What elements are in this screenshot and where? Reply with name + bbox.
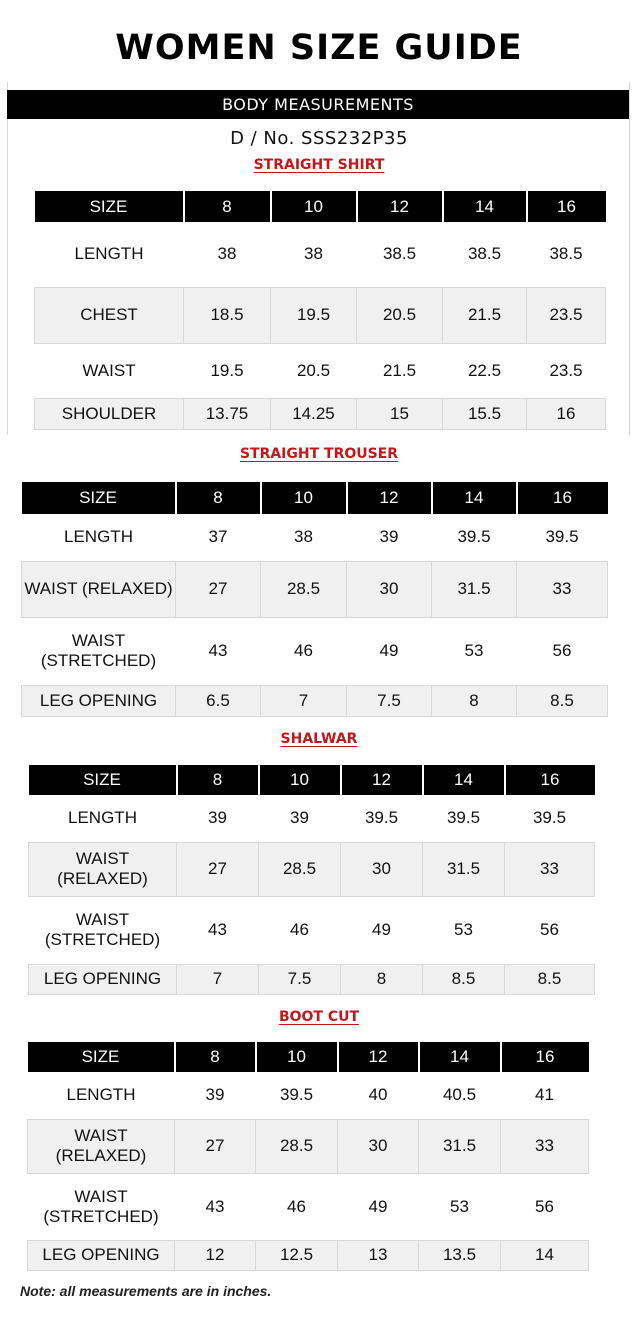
measurement-value: 30 xyxy=(338,1119,419,1173)
measurement-value: 39 xyxy=(205,1085,225,1105)
measurement-value: 8.5 xyxy=(423,964,505,994)
measurement-value: 28.5 xyxy=(261,561,347,617)
size-column-header: 10 xyxy=(259,765,341,795)
measurement-value: 27 xyxy=(176,561,261,617)
measurement-value: 39 xyxy=(208,808,227,828)
size-column-header: 16 xyxy=(527,191,606,222)
measurement-note: Note: all measurements are in inches. xyxy=(20,1283,272,1299)
section-title-straight-trouser: STRAIGHT TROUSER xyxy=(239,446,399,462)
size-header: SIZE xyxy=(22,482,176,514)
section-title-shalwar: SHALWAR xyxy=(280,731,358,747)
measurement-value: 43 xyxy=(205,1196,225,1216)
measurement-value: 49 xyxy=(379,641,399,660)
size-column-header: 12 xyxy=(347,482,432,514)
measurement-value: 39.5 xyxy=(446,808,481,828)
measurement-value: 19.5 xyxy=(210,360,244,380)
size-column-header: 16 xyxy=(505,765,595,795)
measurement-label: LEG OPENING xyxy=(22,685,176,716)
body-measurements-band: BODY MEASUREMENTS xyxy=(7,90,629,119)
measurement-value: 23.5 xyxy=(527,287,606,343)
measurement-value: 30 xyxy=(347,561,432,617)
measurement-row xyxy=(35,222,606,287)
measurement-label: WAIST (STRETCHED) xyxy=(44,910,161,949)
measurement-value: 39.5 xyxy=(532,808,567,828)
measurement-value: 16 xyxy=(527,398,606,429)
size-column-header: 16 xyxy=(517,482,608,514)
measurement-value: 38.5 xyxy=(549,244,583,264)
measurement-value: 33 xyxy=(517,561,608,617)
measurement-value: 31.5 xyxy=(432,561,517,617)
measurement-value: 13.75 xyxy=(184,398,271,429)
size-column-header: 8 xyxy=(176,482,261,514)
size-table-boot-cut xyxy=(27,1042,588,1271)
measurement-value: 43 xyxy=(208,641,228,660)
measurement-value: 40.5 xyxy=(442,1085,477,1105)
measurement-value: 46 xyxy=(290,920,309,939)
measurement-row xyxy=(29,795,595,842)
measurement-row xyxy=(35,398,606,429)
measurement-value: 39 xyxy=(290,808,309,828)
measurement-value: 28.5 xyxy=(256,1119,338,1173)
measurement-value: 28.5 xyxy=(259,842,341,896)
measurement-row xyxy=(22,561,608,617)
size-column-header: 8 xyxy=(177,765,259,795)
measurement-label: LENGTH xyxy=(74,244,144,264)
measurement-value: 22.5 xyxy=(467,360,502,380)
measurement-value: 56 xyxy=(552,641,572,660)
header-row xyxy=(29,765,595,795)
measurement-value: 13 xyxy=(338,1240,419,1270)
measurement-value: 38 xyxy=(217,244,237,264)
size-column-header: 14 xyxy=(419,1042,501,1072)
measurement-value: 38.5 xyxy=(382,244,417,264)
measurement-value: 13.5 xyxy=(419,1240,501,1270)
measurement-value: 49 xyxy=(368,1196,388,1216)
measurement-value: 12.5 xyxy=(256,1240,338,1270)
size-column-header: 14 xyxy=(443,191,527,222)
measurement-value: 41 xyxy=(535,1085,554,1105)
page-title: WOMEN SIZE GUIDE xyxy=(115,28,523,68)
measurement-label: WAIST (RELAXED) xyxy=(29,842,177,896)
size-column-header: 10 xyxy=(256,1042,338,1072)
measurement-value: 20.5 xyxy=(357,287,443,343)
measurement-value: 39.5 xyxy=(457,527,491,547)
measurement-row xyxy=(35,287,606,343)
size-column-header: 12 xyxy=(341,765,423,795)
measurement-value: 39 xyxy=(379,527,399,547)
measurement-value: 40 xyxy=(368,1085,388,1105)
measurement-value: 31.5 xyxy=(423,842,505,896)
size-column-header: 10 xyxy=(271,191,357,222)
measurement-value: 33 xyxy=(505,842,595,896)
measurement-value: 31.5 xyxy=(419,1119,501,1173)
measurement-value: 38.5 xyxy=(467,244,502,264)
size-table-straight-trouser xyxy=(21,482,607,717)
measurement-value: 21.5 xyxy=(443,287,527,343)
measurement-label: CHEST xyxy=(35,287,184,343)
measurement-value: 38 xyxy=(294,527,313,547)
measurement-value: 7 xyxy=(261,685,347,716)
measurement-row xyxy=(22,685,608,716)
measurement-row xyxy=(29,842,595,896)
size-column-header: 8 xyxy=(184,191,271,222)
measurement-value: 56 xyxy=(540,920,559,939)
measurement-value: 38 xyxy=(304,244,323,264)
measurement-value: 8 xyxy=(341,964,423,994)
measurement-value: 20.5 xyxy=(296,360,331,380)
measurement-label: WAIST xyxy=(82,360,136,380)
measurement-value: 53 xyxy=(464,641,484,660)
header-row xyxy=(28,1042,589,1072)
measurement-value: 7.5 xyxy=(259,964,341,994)
measurement-value: 39.5 xyxy=(545,527,579,547)
measurement-value: 19.5 xyxy=(271,287,357,343)
measurement-value: 21.5 xyxy=(382,360,417,380)
measurement-value: 14 xyxy=(501,1240,589,1270)
measurement-value: 56 xyxy=(535,1196,554,1216)
measurement-value: 39.5 xyxy=(279,1085,314,1105)
measurement-row xyxy=(22,617,608,685)
measurement-value: 15.5 xyxy=(443,398,527,429)
measurement-row xyxy=(28,1119,589,1173)
measurement-value: 46 xyxy=(294,641,313,660)
size-column-header: 10 xyxy=(261,482,347,514)
measurement-value: 8.5 xyxy=(517,685,608,716)
size-header: SIZE xyxy=(35,191,184,222)
size-column-header: 12 xyxy=(338,1042,419,1072)
measurement-label: WAIST (RELAXED) xyxy=(22,561,176,617)
measurement-value: 53 xyxy=(454,920,473,939)
measurement-value: 53 xyxy=(450,1196,469,1216)
measurement-value: 27 xyxy=(177,842,259,896)
header-row xyxy=(35,191,606,222)
measurement-label: LEG OPENING xyxy=(29,964,177,994)
measurement-value: 27 xyxy=(175,1119,256,1173)
measurement-label: LENGTH xyxy=(64,527,133,547)
measurement-row xyxy=(29,896,595,964)
measurement-value: 7 xyxy=(177,964,259,994)
measurement-value: 18.5 xyxy=(184,287,271,343)
measurement-value: 8 xyxy=(432,685,517,716)
measurement-row xyxy=(29,964,595,994)
measurement-value: 23.5 xyxy=(549,360,583,380)
size-header: SIZE xyxy=(28,1042,175,1072)
measurement-value: 49 xyxy=(372,920,391,939)
measurement-value: 7.5 xyxy=(347,685,432,716)
size-table-straight-shirt xyxy=(34,191,605,430)
size-column-header: 12 xyxy=(357,191,443,222)
measurement-value: 8.5 xyxy=(505,964,595,994)
measurement-value: 30 xyxy=(341,842,423,896)
size-header: SIZE xyxy=(29,765,177,795)
measurement-label: LENGTH xyxy=(66,1085,136,1105)
measurement-label: WAIST (RELAXED) xyxy=(28,1119,175,1173)
measurement-row xyxy=(22,514,608,561)
measurement-row xyxy=(28,1173,589,1240)
measurement-row xyxy=(28,1072,589,1119)
measurement-value: 33 xyxy=(501,1119,589,1173)
measurement-row xyxy=(35,343,606,398)
measurement-label: WAIST (STRETCHED) xyxy=(40,631,157,670)
measurement-value: 14.25 xyxy=(271,398,357,429)
measurement-label: LEG OPENING xyxy=(28,1240,175,1270)
measurement-row xyxy=(28,1240,589,1270)
size-column-header: 14 xyxy=(423,765,505,795)
measurement-value: 37 xyxy=(208,527,228,547)
measurement-value: 39.5 xyxy=(364,808,399,828)
size-column-header: 14 xyxy=(432,482,517,514)
measurement-value: 12 xyxy=(175,1240,256,1270)
section-title-straight-shirt: STRAIGHT SHIRT xyxy=(253,157,385,173)
measurement-value: 43 xyxy=(208,920,227,939)
section-title-boot-cut: BOOT CUT xyxy=(278,1009,360,1025)
size-column-header: 16 xyxy=(501,1042,589,1072)
measurement-value: 6.5 xyxy=(176,685,261,716)
measurement-label: LENGTH xyxy=(68,808,137,828)
measurement-value: 46 xyxy=(287,1196,306,1216)
design-number: D / No. SSS232P35 xyxy=(230,128,408,149)
size-column-header: 8 xyxy=(175,1042,256,1072)
measurement-label: WAIST (STRETCHED) xyxy=(43,1186,159,1226)
size-table-shalwar xyxy=(28,765,594,995)
measurement-value: 15 xyxy=(357,398,443,429)
measurement-label: SHOULDER xyxy=(35,398,184,429)
header-row xyxy=(22,482,608,514)
